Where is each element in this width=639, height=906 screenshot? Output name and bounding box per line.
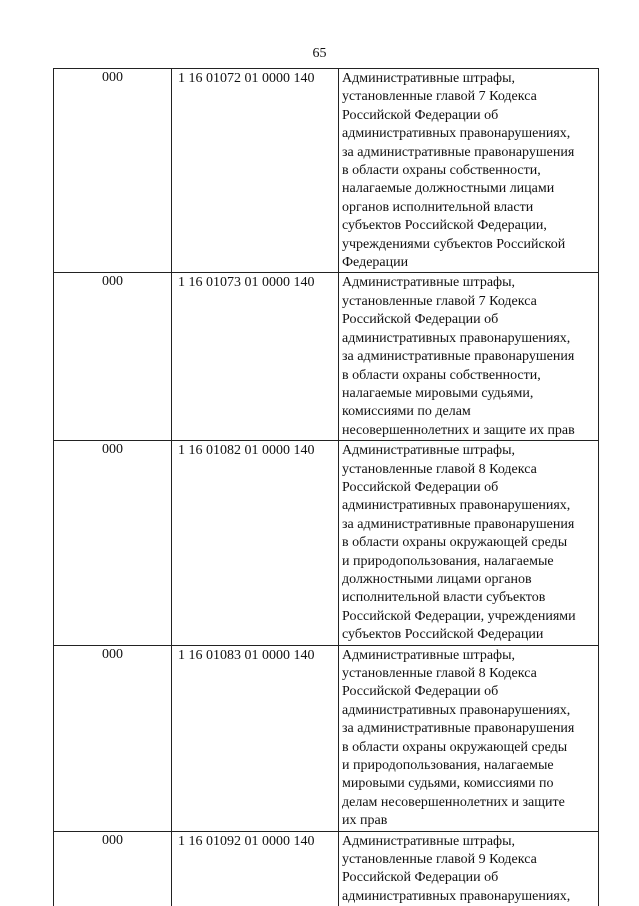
description-line: Административные штрафы, (342, 275, 516, 291)
description-line: Российской Федерации об (342, 684, 499, 700)
description-line: Административные штрафы, (342, 443, 516, 459)
description-line: Административные штрафы, (342, 833, 516, 849)
description-line: за административные правонарушения (342, 721, 575, 737)
description-line: установленные главой 9 Кодекса (342, 852, 537, 868)
description-line: должностными лицами органов (342, 571, 532, 587)
description-line: административных правонарушениях, (342, 498, 571, 514)
description-cell (339, 645, 599, 831)
description-line: органов исполнительной власти (342, 199, 534, 215)
kbk-code-cell: 1 16 01092 01 0000 140 (172, 831, 339, 906)
description-line: налагаемые должностными лицами (342, 181, 555, 197)
admin-code-cell: 000 (54, 69, 172, 273)
description-line: субъектов Российской Федерации, (342, 218, 547, 234)
description-line: несовершеннолетних и защите их прав (342, 422, 575, 438)
table-row (54, 441, 599, 645)
description-cell (339, 441, 599, 645)
description-line: установленные главой 8 Кодекса (342, 461, 537, 477)
description-line: Российской Федерации об (342, 870, 499, 886)
description-line: установленные главой 8 Кодекса (342, 666, 537, 681)
description-cell (339, 273, 599, 441)
description-line: административных правонарушениях, (342, 888, 571, 904)
description-line: исполнительной власти субъектов (342, 590, 546, 606)
table-row (54, 69, 599, 273)
description-line: за административные правонарушения (342, 144, 575, 160)
description-line: и природопользования, налагаемые (342, 553, 554, 569)
description-line: установленные главой 7 Кодекса (342, 293, 537, 309)
description-line: в области охраны собственности, (342, 367, 541, 383)
description-line: за административные правонарушения (342, 349, 575, 365)
table-row (54, 645, 599, 831)
description-line: административных правонарушениях, (342, 702, 571, 718)
description-line: делам несовершеннолетних и защите (342, 794, 565, 810)
page-number: 65 (312, 46, 327, 61)
table-row (54, 273, 599, 441)
table-row (54, 831, 599, 906)
description-line: учреждениями субъектов Российской (342, 236, 566, 252)
description-line: и природопользования, налагаемые (342, 758, 554, 774)
description-line: установленные главой 7 Кодекса (342, 89, 537, 105)
description-line: Административные штрафы, (342, 71, 516, 86)
admin-code-cell: 000 (54, 273, 172, 441)
budget-codes-table (53, 68, 599, 906)
kbk-code-cell: 1 16 01073 01 0000 140 (172, 273, 339, 441)
description-line: Административные штрафы, (342, 647, 516, 663)
description-line: Российской Федерации, учреждениями (342, 608, 576, 624)
description-line: Российской Федерации об (342, 107, 499, 123)
description-line: административных правонарушениях, (342, 126, 571, 142)
kbk-code-cell: 1 16 01082 01 0000 140 (172, 441, 339, 645)
admin-code-cell: 000 (54, 831, 172, 906)
description-line: комиссиями по делам (342, 404, 471, 420)
description-line: в области охраны собственности, (342, 163, 541, 179)
description-line: в области охраны окружающей среды (342, 535, 568, 551)
description-line: мировыми судьями, комиссиями по (342, 776, 554, 792)
kbk-code-cell: 1 16 01083 01 0000 140 (172, 645, 339, 831)
description-line: Федерации (342, 255, 409, 271)
description-line: их прав (342, 813, 388, 829)
description-line: Российской Федерации об (342, 312, 499, 328)
description-line: административных правонарушениях, (342, 330, 571, 346)
description-line: субъектов Российской Федерации (342, 627, 544, 643)
description-cell (339, 831, 599, 906)
description-line: за административные правонарушения (342, 516, 575, 532)
description-cell (339, 69, 599, 273)
description-line: Российской Федерации об (342, 479, 499, 495)
description-line: налагаемые мировыми судьями, (342, 385, 534, 401)
admin-code-cell: 000 (54, 441, 172, 645)
kbk-code-cell: 1 16 01072 01 0000 140 (172, 69, 339, 273)
description-line: в области охраны окружающей среды (342, 739, 568, 755)
admin-code-cell: 000 (54, 645, 172, 831)
